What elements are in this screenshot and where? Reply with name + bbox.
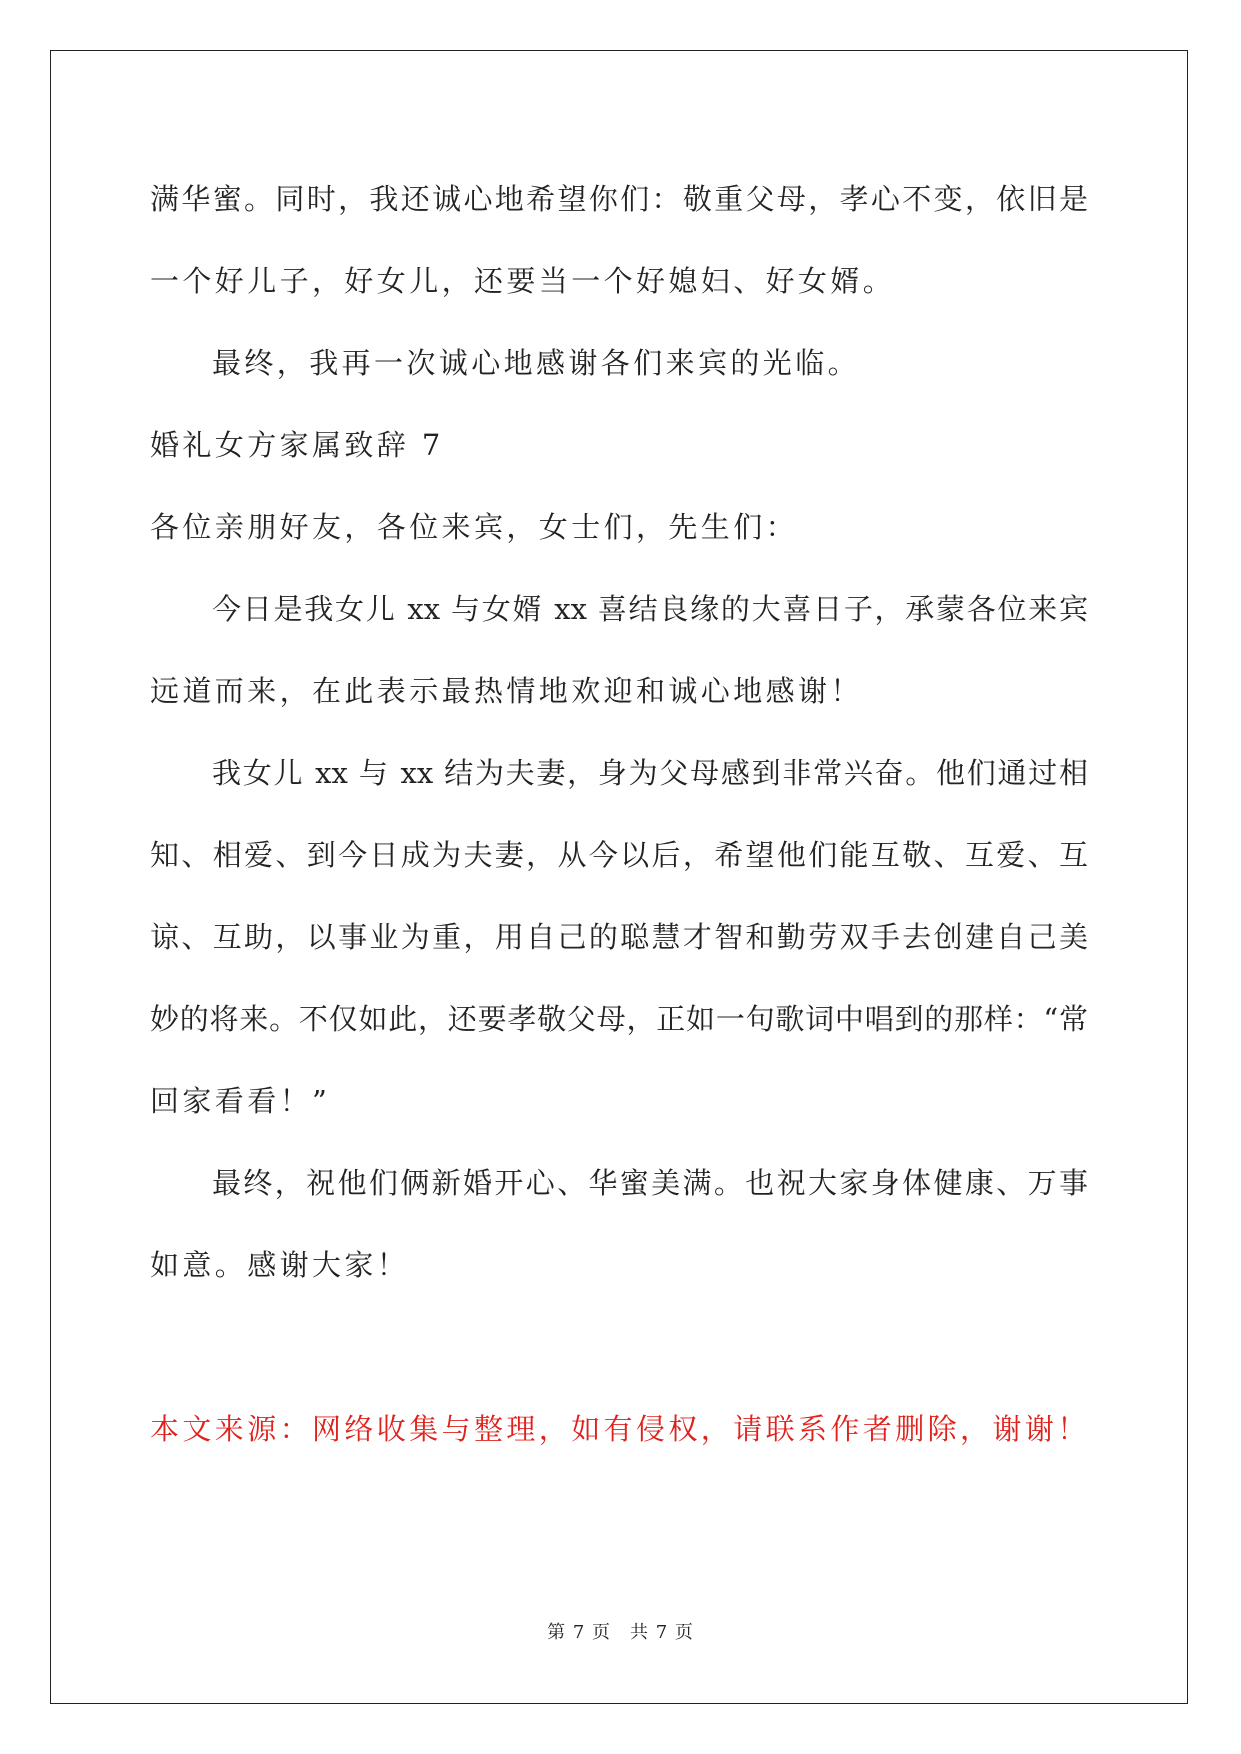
paragraph-line: 妙的将来。不仅如此，还要孝敬父母，正如一句歌词中唱到的那样：“常 bbox=[150, 1002, 1088, 1036]
paragraph-line: 知、相爱、到今日成为夫妻，从今以后，希望他们能互敬、互爱、互 bbox=[150, 838, 1088, 872]
paragraph-line: 远道而来，在此表示最热情地欢迎和诚心地感谢！ bbox=[150, 674, 863, 708]
salutation: 各位亲朋好友，各位来宾，女士们，先生们： bbox=[150, 510, 799, 544]
paragraph-line: 一个好儿子，好女儿，还要当一个好媳妇、好女婿。 bbox=[150, 264, 896, 298]
document-body bbox=[150, 158, 1088, 1470]
page-footer: 第 7 页 共 7 页 bbox=[547, 1622, 694, 1643]
paragraph-line: 谅、互助，以事业为重，用自己的聪慧才智和勤劳双手去创建自己美 bbox=[150, 920, 1088, 954]
source-note: 本文来源：网络收集与整理，如有侵权，请联系作者删除，谢谢！ bbox=[150, 1412, 1090, 1446]
paragraph-line: 如意。感谢大家！ bbox=[150, 1248, 410, 1282]
paragraph-line: 回家看看！” bbox=[150, 1084, 331, 1118]
paragraph-line: 我女儿 xx 与 xx 结为夫妻，身为父母感到非常兴奋。他们通过相 bbox=[212, 756, 1088, 790]
paragraph-line: 满华蜜。同时，我还诚心地希望你们：敬重父母，孝心不变，依旧是 bbox=[150, 182, 1088, 216]
section-heading: 婚礼女方家属致辞 7 bbox=[150, 428, 444, 462]
spacer bbox=[150, 1306, 1088, 1388]
paragraph-line: 最终，祝他们俩新婚开心、华蜜美满。也祝大家身体健康、万事 bbox=[212, 1166, 1088, 1200]
paragraph-line: 最终，我再一次诚心地感谢各们来宾的光临。 bbox=[212, 346, 861, 380]
paragraph-line: 今日是我女儿 xx 与女婿 xx 喜结良缘的大喜日子，承蒙各位来宾 bbox=[212, 592, 1088, 626]
